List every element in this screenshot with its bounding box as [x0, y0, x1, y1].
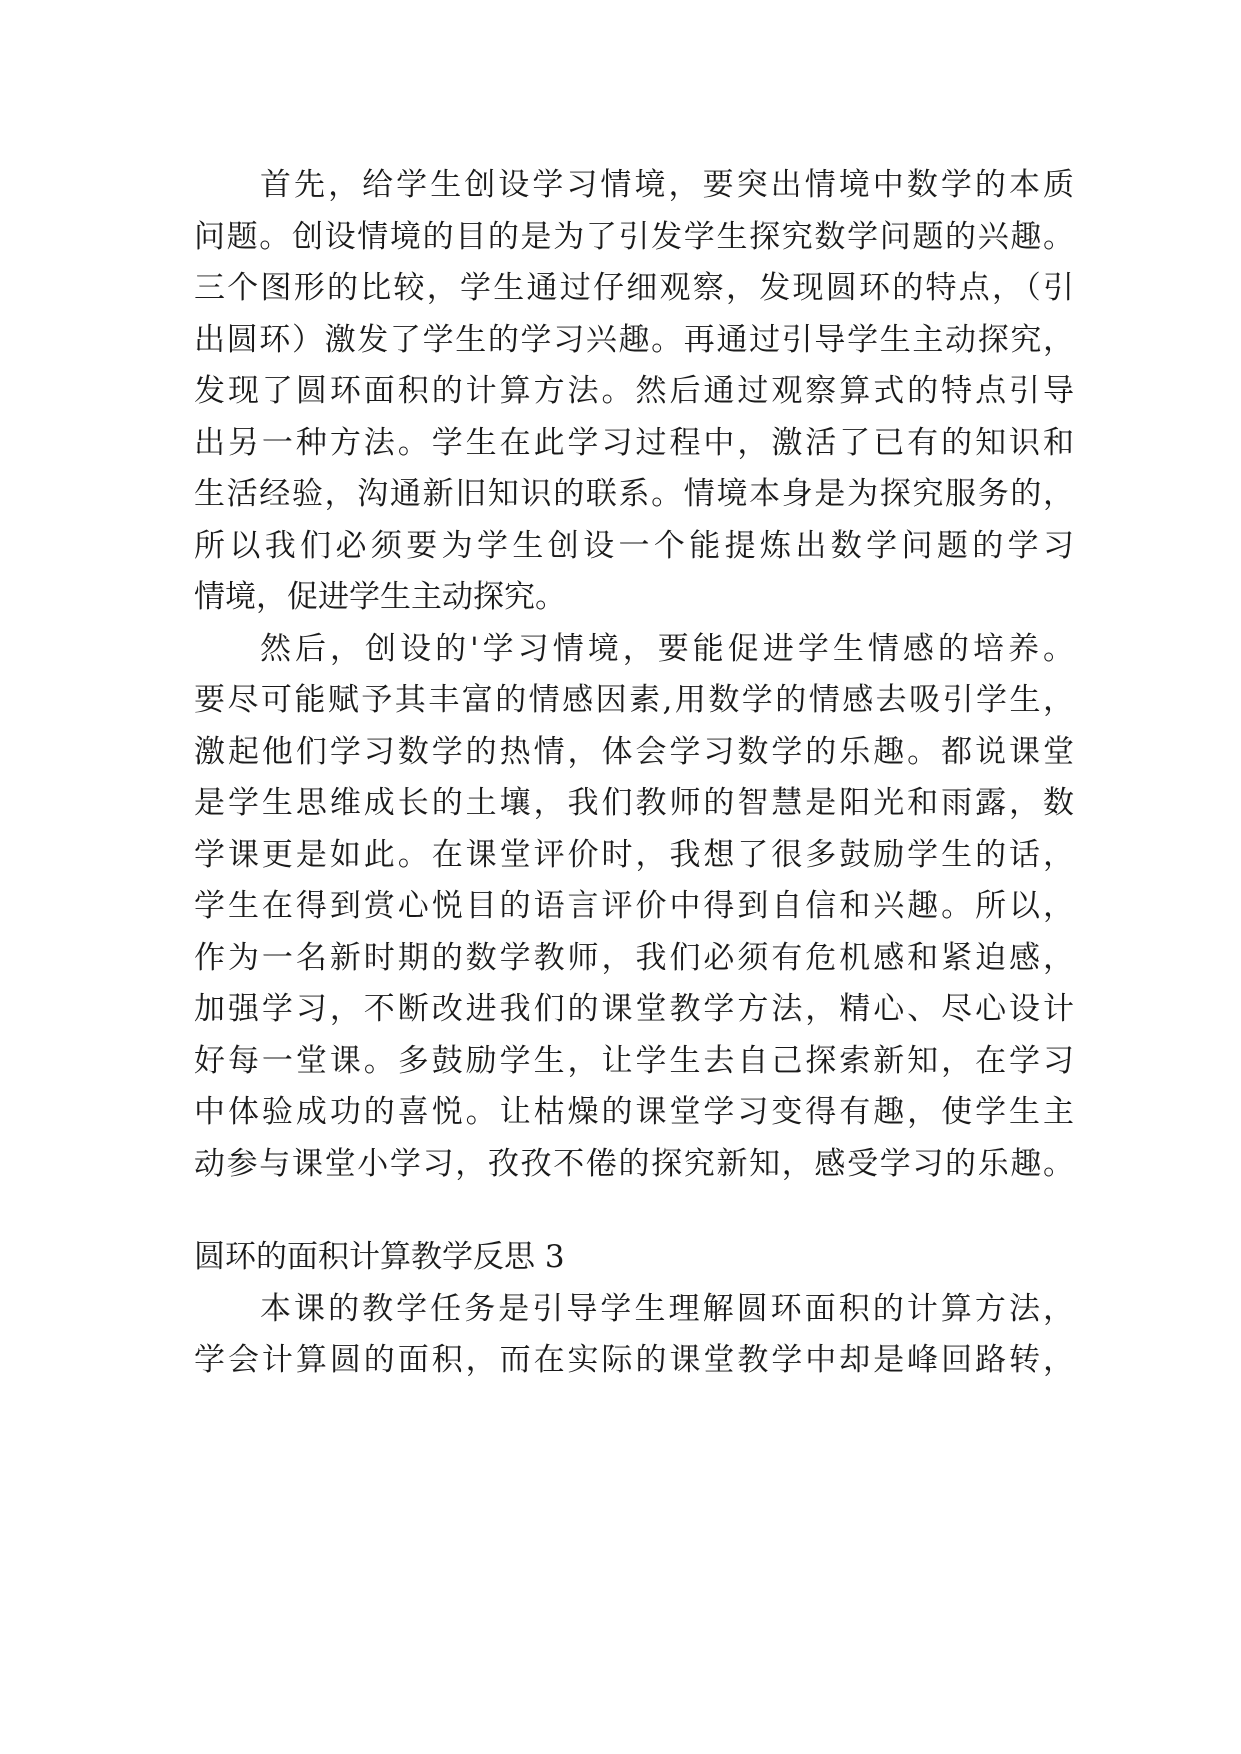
text-line: 所以我们必须要为学生创设一个能提炼出数学问题的学习 — [194, 527, 1074, 564]
text-line: 本课的教学任务是引导学生理解圆环面积的计算方法， — [260, 1290, 1074, 1327]
text-line: 首先，给学生创设学习情境，要突出情境中数学的本质 — [260, 167, 1074, 203]
text-line: 问题。创设情境的目的是为了引发学生探究数学问题的兴趣。 — [194, 218, 1074, 255]
text-line: 动参与课堂小学习，孜孜不倦的探究新知，感受学习的乐趣。 — [194, 1145, 1074, 1182]
paragraph-3 — [194, 1284, 1074, 1387]
text-line: 要尽可能赋予其丰富的情感因素,用数学的情感去吸引学生， — [194, 682, 1074, 718]
text-line: 然后，创设的'学习情境，要能促进学生情感的培养。 — [260, 630, 1074, 667]
section-heading: 圆环的面积计算教学反思 3 — [194, 1239, 565, 1275]
text-line: 发现了圆环面积的计算方法。然后通过观察算式的特点引导 — [194, 373, 1074, 409]
text-line: 学会计算圆的面积，而在实际的课堂教学中却是峰回路转， — [194, 1342, 1074, 1378]
paragraph-2 — [194, 624, 1074, 1191]
text-line: 情境，促进学生主动探究。 — [194, 579, 566, 615]
text-line: 生活经验，沟通新旧知识的联系。情境本身是为探究服务的， — [194, 476, 1074, 512]
text-line: 中体验成功的喜悦。让枯燥的课堂学习变得有趣，使学生主 — [194, 1094, 1074, 1130]
text-line: 好每一堂课。多鼓励学生，让学生去自己探索新知，在学习 — [194, 1042, 1074, 1079]
text-line: 学课更是如此。在课堂评价时，我想了很多鼓励学生的话， — [194, 836, 1074, 873]
document-body — [194, 160, 1074, 1387]
text-line: 加强学习，不断改进我们的课堂教学方法，精心、尽心设计 — [194, 991, 1074, 1027]
text-line: 激起他们学习数学的热情，体会学习数学的乐趣。都说课堂 — [194, 733, 1074, 770]
text-line: 出圆环）激发了学生的学习兴趣。再通过引导学生主动探究， — [194, 321, 1074, 358]
text-line: 出另一种方法。学生在此学习过程中，激活了已有的知识和 — [194, 424, 1074, 461]
text-line: 作为一名新时期的数学教师，我们必须有危机感和紧迫感， — [194, 939, 1074, 976]
text-line: 学生在得到赏心悦目的语言评价中得到自信和兴趣。所以， — [194, 888, 1074, 924]
text-line: 三个图形的比较，学生通过仔细观察，发现圆环的特点，（引 — [194, 270, 1074, 306]
text-line: 是学生思维成长的土壤，我们教师的智慧是阳光和雨露，数 — [194, 785, 1074, 821]
paragraph-1 — [194, 160, 1074, 624]
